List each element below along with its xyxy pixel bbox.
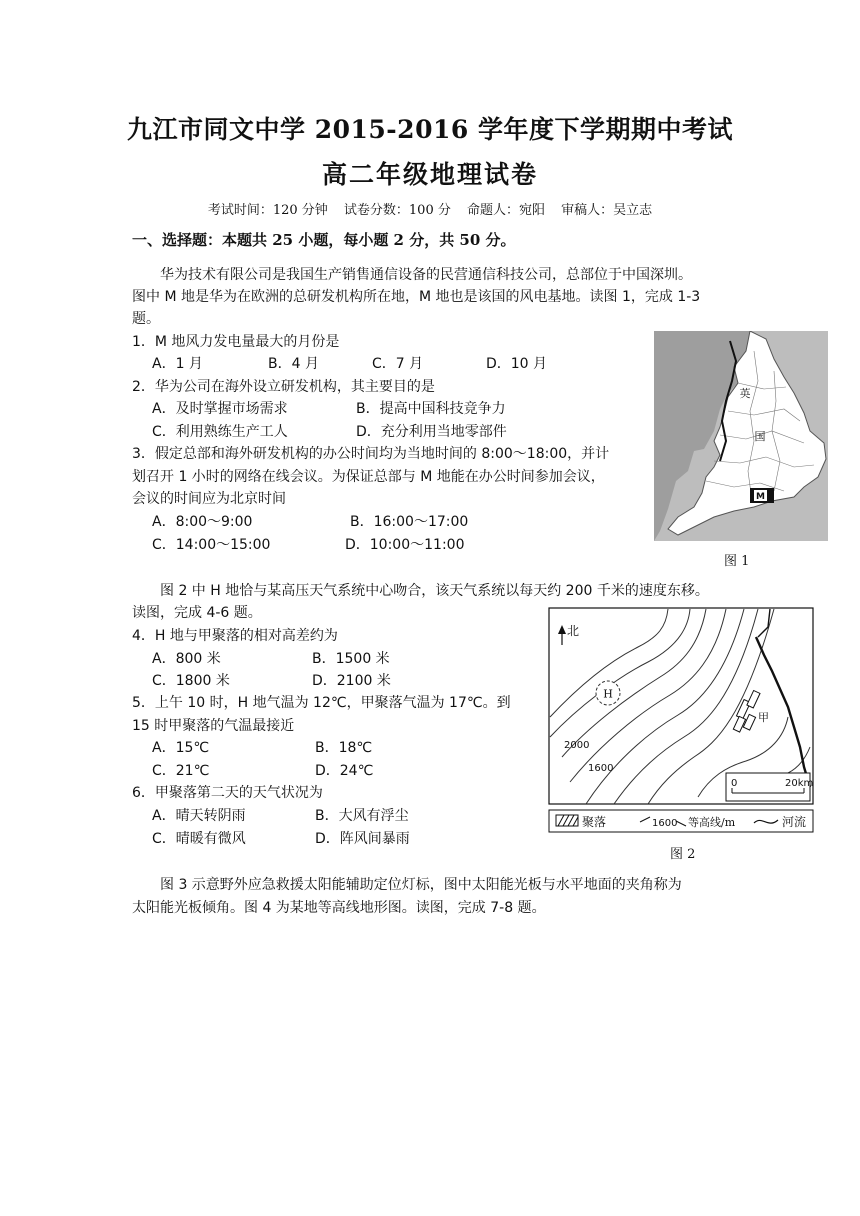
figure1-caption: 图 1 — [724, 554, 750, 569]
q1-option-c: C．7 月 — [372, 356, 424, 372]
q2-option-b: B．提高中国科技竞争力 — [356, 401, 506, 417]
q3-option-c: C．14:00～15:00 — [152, 537, 271, 553]
map-label-guo: 国 — [754, 430, 766, 443]
fig2-legend-river-label: 河流 — [782, 815, 807, 829]
fig2-contour-label-1600: 1600 — [588, 763, 614, 774]
exam-meta — [0, 199, 860, 218]
q3-line2: 划召开 1 小时的网络在线会议。为保证总部与 M 地能在办公时间参加会议， — [132, 469, 605, 485]
q6-stem: 6．甲聚落第二天的天气状况为 — [132, 785, 323, 801]
q6-option-a: A．晴天转阴雨 — [152, 808, 246, 824]
q3-option-d: D．10:00～11:00 — [345, 537, 465, 553]
q6-option-d: D．阵风间暴雨 — [315, 831, 410, 847]
figure2-caption: 图 2 — [670, 847, 696, 862]
intro1-line3: 题。 — [132, 311, 160, 327]
intro2-line1: 图 2 中 H 地恰与某高压天气系统中心吻合，该天气系统以每天约 200 千米的速度东移。 — [160, 583, 709, 599]
fig2-scale-twenty: 20km — [785, 778, 814, 789]
q5-option-c: C．21℃ — [152, 763, 210, 779]
fig2-legend-contour-value: 1600 — [652, 818, 678, 829]
q1-option-b: B．4 月 — [268, 356, 319, 372]
map-label-ying: 英 — [739, 387, 751, 400]
fig2-legend-settlement-label: 聚落 — [582, 815, 607, 829]
intro1-line1: 华为技术有限公司是我国生产销售通信设备的民营通信科技公司，总部位于中国深圳。 — [160, 267, 692, 283]
q2-option-c: C．利用熟练生产工人 — [152, 424, 288, 440]
q3-option-b: B．16:00～17:00 — [350, 514, 469, 530]
exam-title: 九江市同文中学 2015-2016 学年度下学期期中考试 — [127, 115, 733, 144]
map-label-m: M — [756, 492, 765, 502]
q4-stem: 4．H 地与甲聚落的相对高差约为 — [132, 628, 338, 644]
q1-option-d: D．10 月 — [486, 356, 548, 372]
exam-author: 命题人：宛阳 — [467, 203, 546, 218]
intro1-line2: 图中 M 地是华为在欧洲的总研发机构所在地，M 地也是该国的风电基地。读图 1，完成 1-3 — [132, 289, 701, 305]
q4-option-b: B．1500 米 — [312, 651, 390, 667]
q3-option-a: A．8:00～9:00 — [152, 514, 253, 530]
exam-reviewer: 审稿人：吴立志 — [561, 203, 653, 218]
q5-line1: 5．上午 10 时，H 地气温为 12℃，甲聚落气温为 17℃。到 — [132, 695, 511, 711]
q5-option-b: B．18℃ — [315, 740, 373, 756]
q5-option-d: D．24℃ — [315, 763, 374, 779]
q6-option-c: C．晴暖有微风 — [152, 831, 246, 847]
q5-line2: 15 时甲聚落的气温最接近 — [132, 718, 295, 734]
intro2-line2: 读图，完成 4-6 题。 — [132, 605, 262, 621]
exam-score: 试卷分数：100 分 — [343, 203, 451, 218]
q5-option-a: A．15℃ — [152, 740, 210, 756]
q3-line1: 3．假定总部和海外研发机构的办公时间均为当地时间的 8:00～18:00，并计 — [132, 446, 610, 462]
fig2-contour-label-2000: 2000 — [564, 740, 590, 751]
q2-option-d: D．充分利用当地零部件 — [356, 424, 507, 440]
figure2-contour-map — [548, 607, 814, 835]
fig2-legend-settlement-icon — [556, 815, 578, 826]
section-heading: 一、选择题：本题共 25 小题，每小题 2 分，共 50 分。 — [132, 231, 516, 249]
fig2-h-label: H — [603, 687, 613, 701]
q3-line3: 会议的时间应为北京时间 — [132, 491, 286, 507]
q6-option-b: B．大风有浮尘 — [315, 808, 409, 824]
q1-option-a: A．1 月 — [152, 356, 203, 372]
q4-option-d: D．2100 米 — [312, 673, 391, 689]
q2-option-a: A．及时掌握市场需求 — [152, 401, 288, 417]
q1-stem: 1．M 地风力发电量最大的月份是 — [132, 334, 340, 350]
intro3-line2: 太阳能光板倾角。图 4 为某地等高线地形图。读图，完成 7-8 题。 — [132, 900, 546, 916]
fig2-scale-zero: 0 — [731, 778, 738, 789]
figure1-map — [654, 331, 828, 541]
exam-subtitle: 高二年级地理试卷 — [321, 160, 538, 189]
fig2-north-label: 北 — [567, 624, 580, 638]
fig2-legend-contour-label: 等高线/m — [688, 816, 736, 829]
q2-stem: 2．华为公司在海外设立研发机构，其主要目的是 — [132, 379, 435, 395]
exam-time: 考试时间：120 分钟 — [207, 203, 328, 218]
intro3-line1: 图 3 示意野外应急救援太阳能辅助定位灯标，图中太阳能光板与水平地面的夹角称为 — [160, 877, 682, 893]
q4-option-a: A．800 米 — [152, 651, 221, 667]
fig2-jia-label: 甲 — [758, 711, 769, 724]
q4-option-c: C．1800 米 — [152, 673, 230, 689]
